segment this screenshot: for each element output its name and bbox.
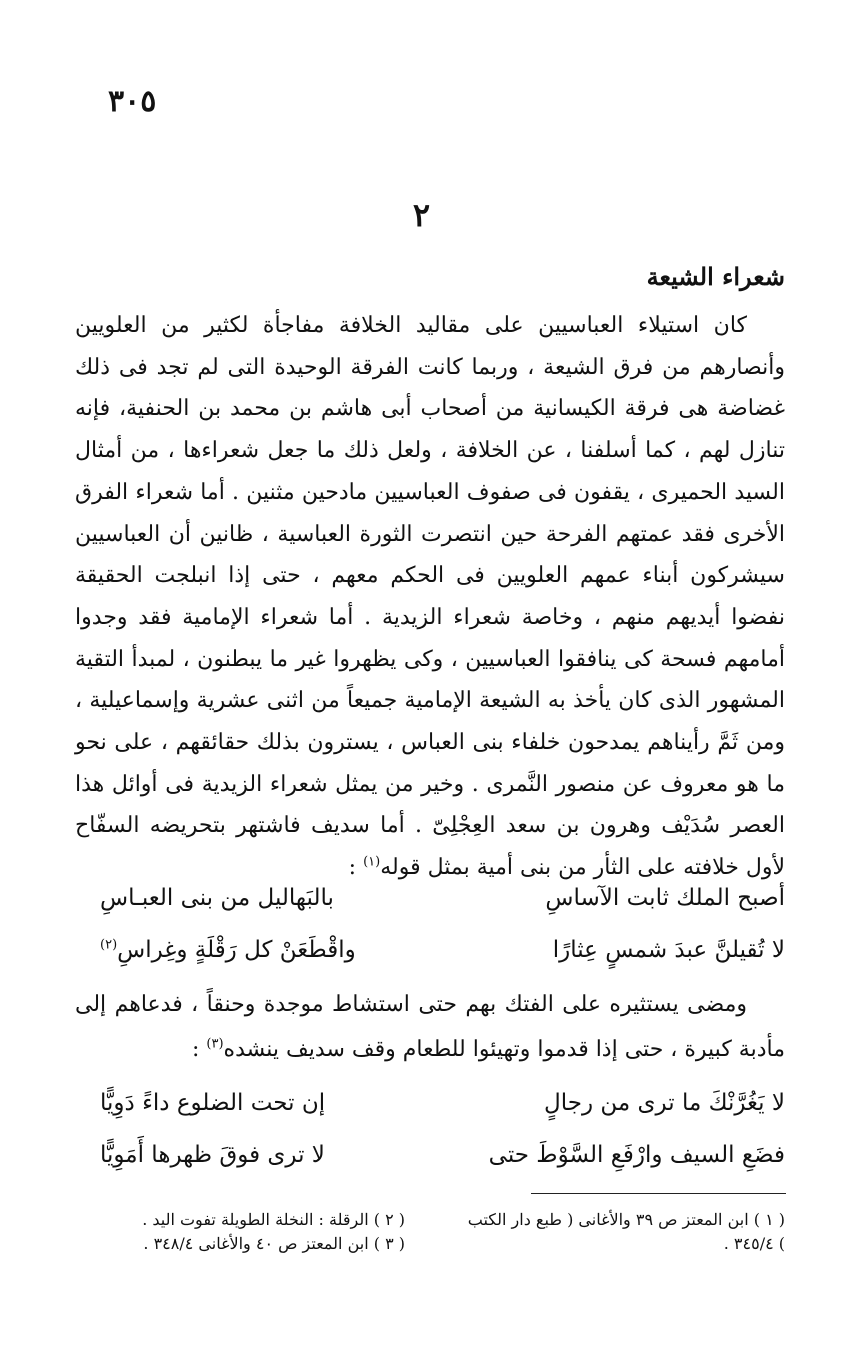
footnote-marker: (٢): [100, 937, 118, 953]
paragraph-text: كان استيلاء العباسيين على مقاليد الخلافة مفاجأة لكثير من العلويين وأنصارهم من فرق الشيعة ، وربما كانت الفرقة الوحيدة التى لم تجد فى ذلك غضاضة هى فرقة الكيسانية من أصحاب أبى هاشم بن محمد بن الحنفية، فإنه تنازل لهم ، كما أسلفنا ، عن الخلافة ، ولعل ذلك ما جعل شعراءها ، من أمثال السيد الحميرى ، يقفون فى صفوف العباسيين مادحين مثنين . أما شعراء الفرق الأخرى فقد عمتهم الفرحة حين انتصرت الثورة العباسية ، ظانين أن العباسيين سيشركون أبناء عمهم العلويين فى الحكم معهم ، حتى إذا انبلجت الحقيقة نفضوا أيديهم منهم ، وخاصة شعراء الزيدية . أما شعراء الإمامية فقد وجدوا أمامهم فسحة كى ينافقوا العباسيين ، وكى يظهروا غير ما يبطنون ، لمبدأ التقية المشهور الذى كان يأخذ به الشيعة الإمامية جميعاً من اثنى عشرية وإسماعيلية ، ومن ثَمَّ رأيناهم يمدحون خلفاء بنى العباس ، يسترون بذلك حقائقهم ، على نحو ما هو معروف عن منصور النَّمرى . وخير من يمثل شعراء الزيدية فى أوائل هذا العصر سُدَيْف وهرون بن سعد العِجْلِىّ . أما سديف فاشتهر بتحريضه السفّاح لأول خلافته على الثأر من بنى أمية بمثل قوله: [75, 313, 785, 881]
chapter-number: ٢: [412, 196, 431, 234]
footnote-column-left: [105, 1208, 405, 1256]
footnote-3: ( ٣ ) ابن المعتز ص ٤٠ والأغانى ٣٤٨/٤ .: [143, 1234, 405, 1253]
body-paragraph-1: [75, 305, 785, 889]
paragraph-tail: :: [191, 1037, 200, 1062]
paragraph-tail: :: [348, 855, 357, 881]
body-paragraph-2: [75, 982, 785, 1072]
footnote-divider: [531, 1193, 786, 1194]
verse-first-hemistich: فضَعِ السيف وارْفَعِ السَّوْطَ حتى: [488, 1142, 785, 1168]
verse-line: [100, 1129, 785, 1181]
verse-first-hemistich: لا تُقيلنَّ عبدَ شمسٍ عِثارًا: [552, 937, 785, 963]
footnote-marker: (٣): [206, 1036, 224, 1052]
verse-first-hemistich: لا يَغُرَّنْكَ ما ترى من رجالٍ: [544, 1090, 785, 1116]
verse-line: [100, 1077, 785, 1129]
footnote-2: ( ٢ ) الرقلة : النخلة الطويلة تفوت اليد .: [142, 1210, 405, 1229]
poem-block-1: [100, 872, 785, 976]
page-number: ٣٠٥: [108, 84, 157, 119]
footnote-1: ( ١ ) ابن المعتز ص ٣٩ والأغانى ( طبع دار الكتب ) ٣٤٥/٤ .: [467, 1210, 785, 1253]
verse-second-hemistich: [100, 924, 356, 976]
poem-block-2: [100, 1077, 785, 1181]
section-title: شعراء الشيعة: [646, 262, 785, 291]
verse-first-hemistich: أصبح الملك ثابت الآساسِ: [545, 885, 785, 911]
footnote-column-right: [465, 1208, 785, 1256]
paragraph-text: ومضى يستثيره على الفتك بهم حتى استشاط موجدة وحنقاً ، فدعاهم إلى مأدبة كبيرة ، حتى إذا قدموا وتهيئوا للطعام وقف سديف ينشده: [75, 992, 785, 1062]
verse-second-hemistich: بالبَهاليل من بنى العبـاسِ: [100, 885, 334, 911]
footnote-marker: (١): [363, 854, 381, 870]
verse-second-hemistich: لا ترى فوقَ ظهرها أَمَوِيًّا: [100, 1142, 325, 1168]
verse-line: [100, 924, 785, 976]
verse-second-hemistich: إن تحت الضلوع داءً دَوِيًّا: [100, 1090, 326, 1116]
verse-line: [100, 872, 785, 924]
verse-text: واقْطَعَنْ كل رَقْلَةٍ وغِراسِ: [117, 937, 356, 963]
